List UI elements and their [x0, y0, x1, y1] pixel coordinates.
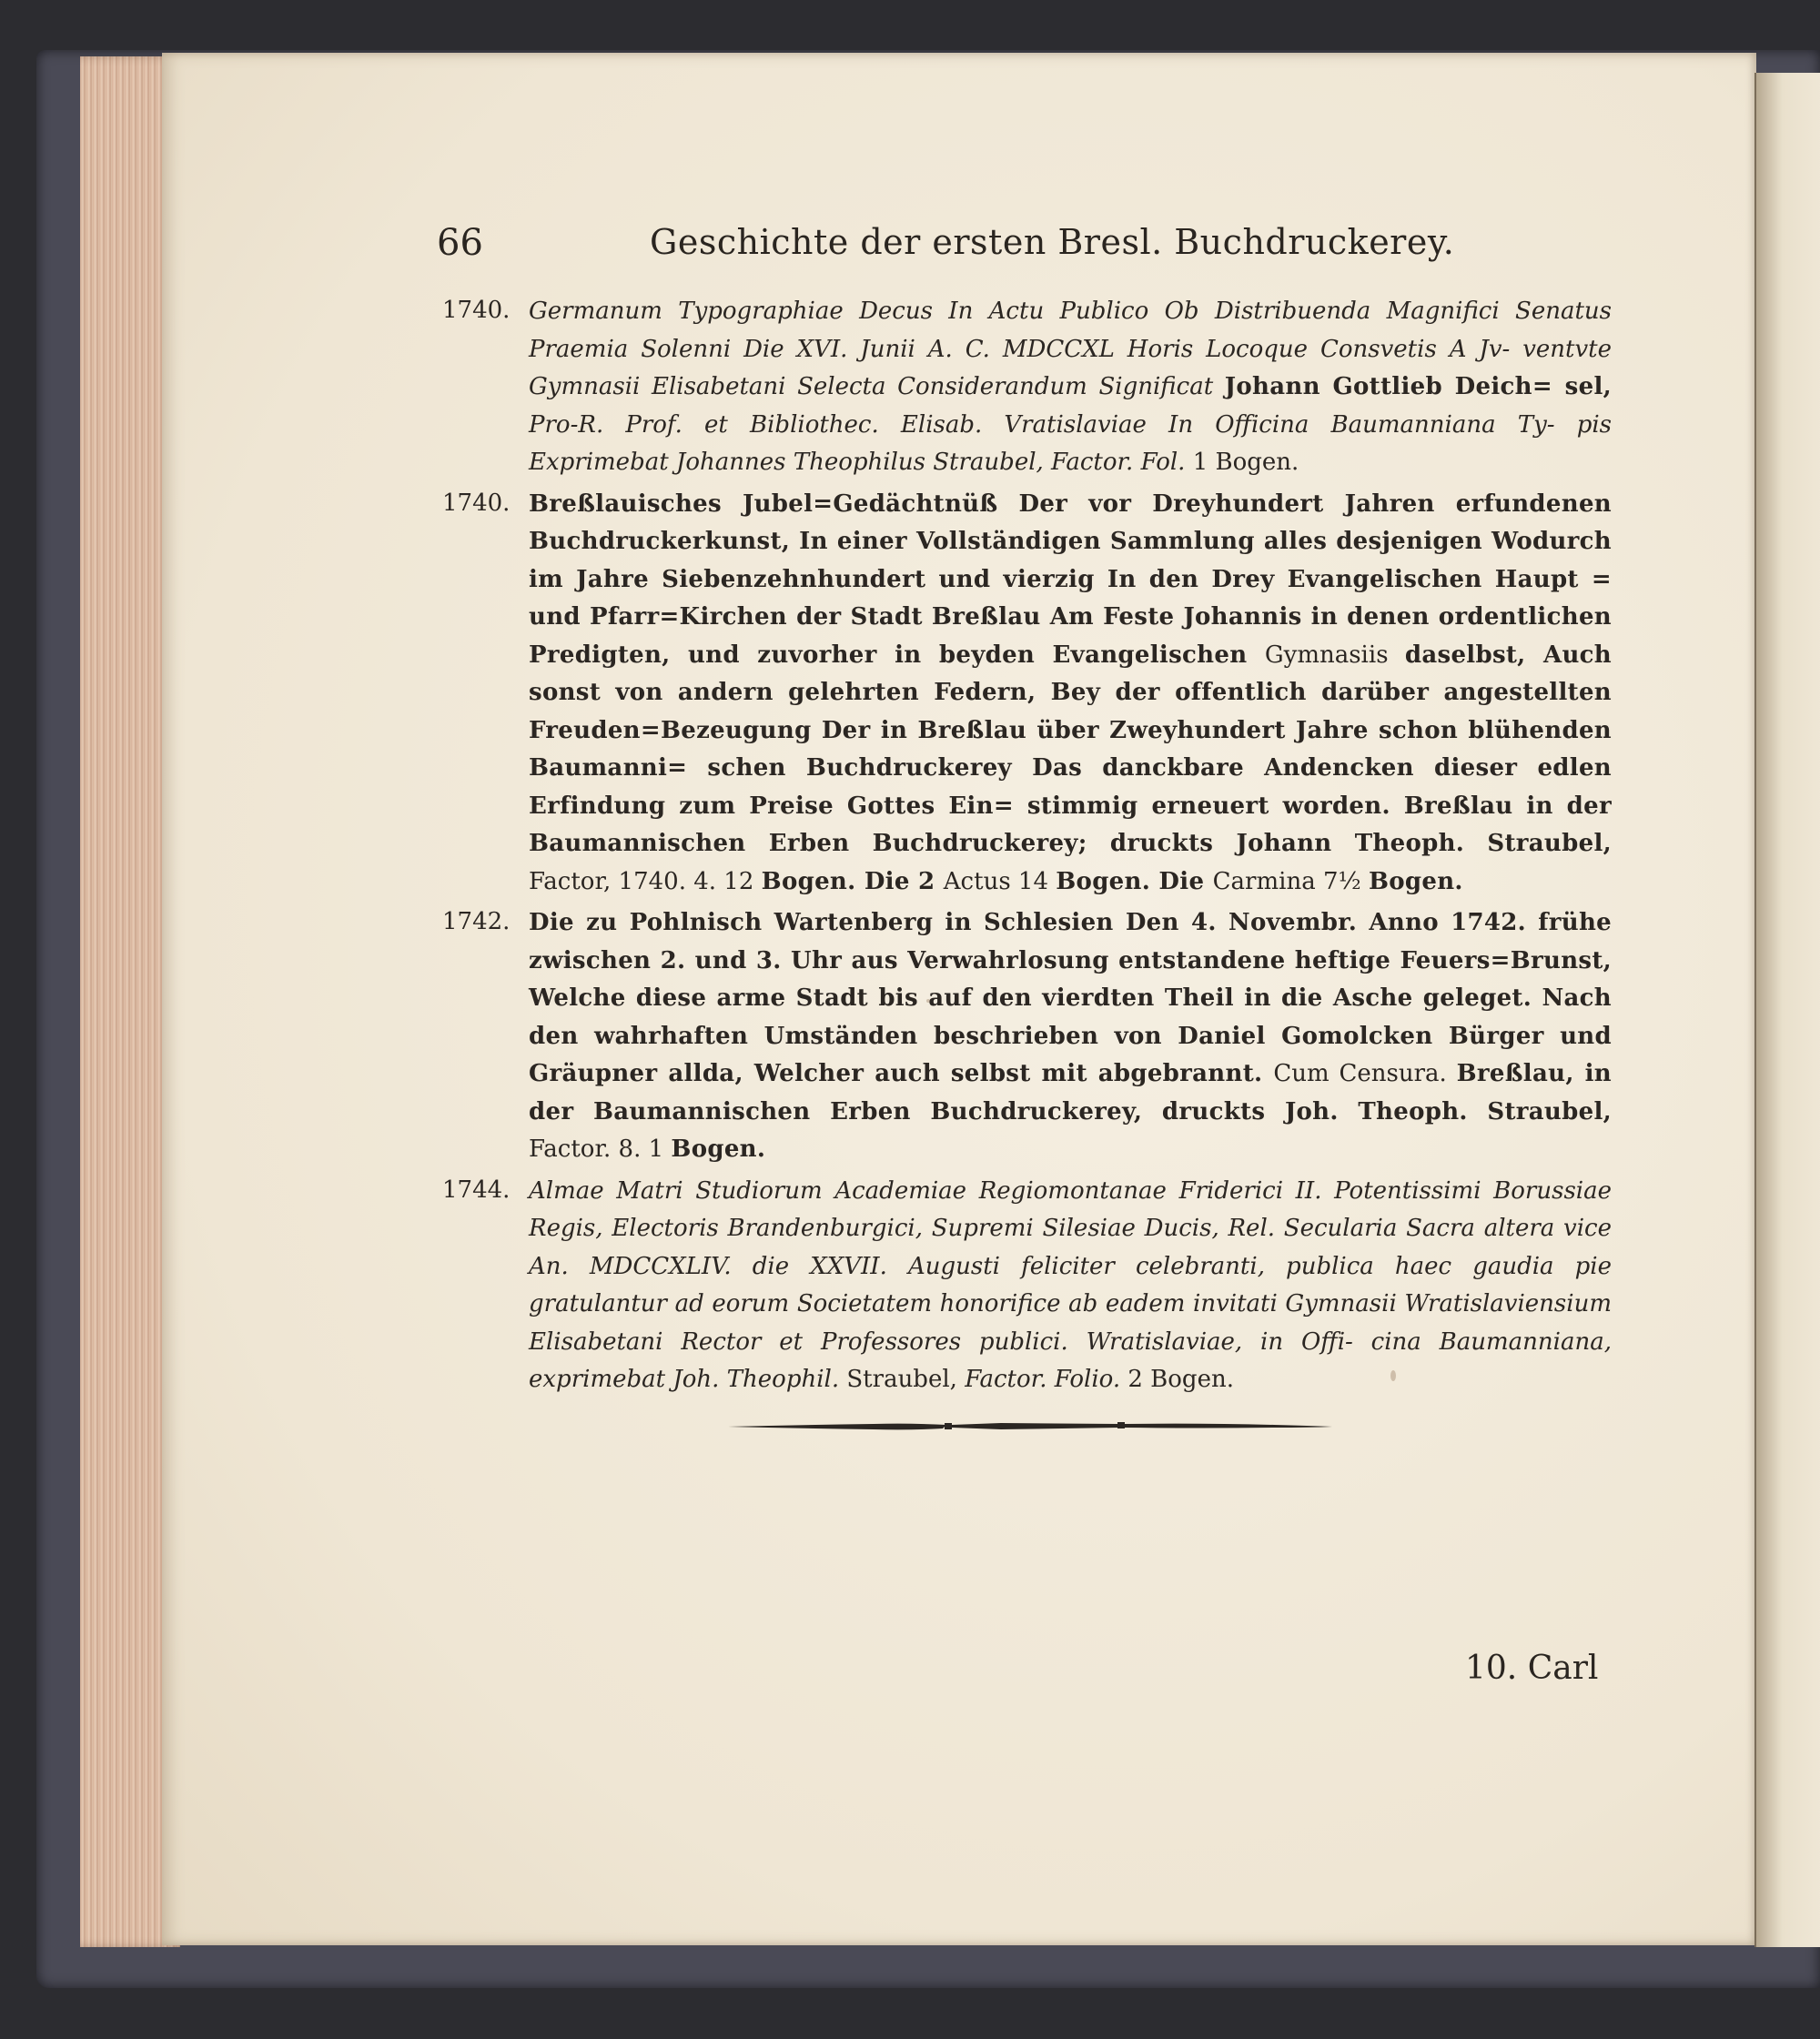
ink-spot: [1390, 1370, 1396, 1381]
entry-text-segment: Cum Censura.: [1273, 1060, 1457, 1087]
ornamental-rule: [728, 1416, 1332, 1438]
bibliography-entry: [442, 904, 1625, 1169]
entry-text-segment: Pro-R. Prof. et Bibliothec. Elisab. Vratislaviae In Officina Baumanniana Ty- pis Exprimebat Johannes Theophilus Straubel, Factor. Fol.: [529, 410, 1612, 476]
entry-text-segment: Carmina 7½: [1212, 867, 1369, 895]
entry-text: [529, 486, 1612, 902]
entry-text: [529, 1173, 1612, 1399]
entry-text-segment: daselbst, Auch sonst von andern gelehrten Federn, Bey der offentlich darüber angestellten Freuden=Bezeugung Der in Breßlau über Zweyhundert Jahre schon blühenden Baumanni= schen Buchdruckerey Das danckbare Andencken dieser edlen Erfindung zum Preise Gottes Ein= stimmig erneuert worden. Breßlau in der Baumannischen Erben Buchdruckerey; druckts Johann Theoph. Straubel,: [529, 641, 1612, 857]
entry-text-segment: Factor. 8. 1: [529, 1136, 672, 1163]
bibliography-entry: [442, 486, 1625, 902]
entry-text-segment: Almae Matri Studiorum Academiae Regiomontanae Friderici II. Potentissimi Borussiae Regis, Electoris Brandenburgici, Supremi Silesiae Ducis, Rel. Secularia Sacra altera vice An. MDCCXLIV. die XXVII. Augusti feliciter celebranti, publica haec gaudia pie gratulantur ad eorum Societatem honorifice ab eadem invitati Gymnasii Wratislaviensium Elisabetani Rector et Professores publici. Wratislaviae, in Offi- cina Baumanniana, exprimebat Joh. Theophil.: [529, 1176, 1612, 1393]
entry-text-segment: Bogen. Die: [1056, 867, 1213, 895]
entry-text-segment: Actus 14: [943, 867, 1057, 895]
entry-year: 1742.: [442, 908, 511, 935]
entry-text-segment: Die zu Pohlnisch Wartenberg in Schlesien Den 4. Novembr. Anno 1742. frühe zwischen 2. und 3. Uhr aus Verwahrlosung entstandene heftige Feuers=Brunst, Welche diese arme Stadt bis auf den vierdten Theil in die Asche geleget. Nach den wahrhaften Umständen beschrieben von Daniel Gomolcken Bürger und Gräupner allda, Welcher auch selbst mit abgebrannt.: [529, 909, 1612, 1087]
entry-text-segment: Factor. Folio.: [965, 1366, 1121, 1393]
entry-text-segment: Bogen.: [671, 1136, 766, 1163]
entry-year: 1744.: [442, 1176, 511, 1204]
entry-text-segment: Breßlauisches Jubel=Gedächtnüß Der vor Dreyhundert Jahren erfundenen Buchdruckerkunst, In einer Vollständigen Sammlung alles desjenigen Wodurch im Jahre Siebenzehnhundert und vierzig In den Drey Evangelischen Haupt = und Pfarr=Kirchen der Stadt Breßlau Am Feste Johannis in denen ordentlichen Predigten, und zuvorher in beyden Evangelischen: [529, 490, 1612, 669]
entry-text: [529, 293, 1612, 482]
catchword: 10. Carl: [1465, 1650, 1599, 1687]
entry-text-segment: Straubel,: [846, 1366, 966, 1393]
page-header: [437, 222, 1620, 277]
entry-text-segment: Gymnasiis: [1264, 641, 1405, 669]
entry-text-segment: Factor, 1740. 4. 12: [529, 867, 762, 895]
entry-text: [529, 904, 1612, 1169]
entry-text-segment: Germanum Typographiae Decus In Actu Publico Ob Distribuenda Magnifici Senatus Praemia Solenni Die XVI. Junii A. C. MDCCXL Horis Locoque Consvetis A Jv- ventvte Gymnasii Elisabetani Selecta Considerandum Significat: [529, 298, 1612, 400]
entry-year: 1740.: [442, 297, 511, 324]
bibliography-entries: [442, 293, 1625, 1403]
bibliography-entry: [442, 1173, 1625, 1399]
entry-text-segment: Breßlau, in der Baumannischen Erben Buchdruckerey, druckts Joh. Theoph. Straubel,: [529, 1060, 1612, 1125]
entry-year: 1740.: [442, 489, 511, 517]
entry-text-segment: Bogen. Die 2: [761, 867, 944, 895]
entry-text-segment: Johann Gottlieb Deich= sel,: [1224, 373, 1612, 400]
entry-text-segment: Bogen.: [1368, 867, 1463, 895]
page-number: 66: [437, 222, 483, 264]
running-title: Geschichte der ersten Bresl. Buchdruckerey.: [650, 222, 1455, 262]
entry-text-segment: 1 Bogen.: [1185, 449, 1299, 476]
entry-text-segment: 2 Bogen.: [1120, 1366, 1234, 1393]
ink-spot: [926, 999, 930, 1003]
facing-page-edge: [1754, 73, 1820, 1947]
bibliography-entry: [442, 293, 1625, 482]
